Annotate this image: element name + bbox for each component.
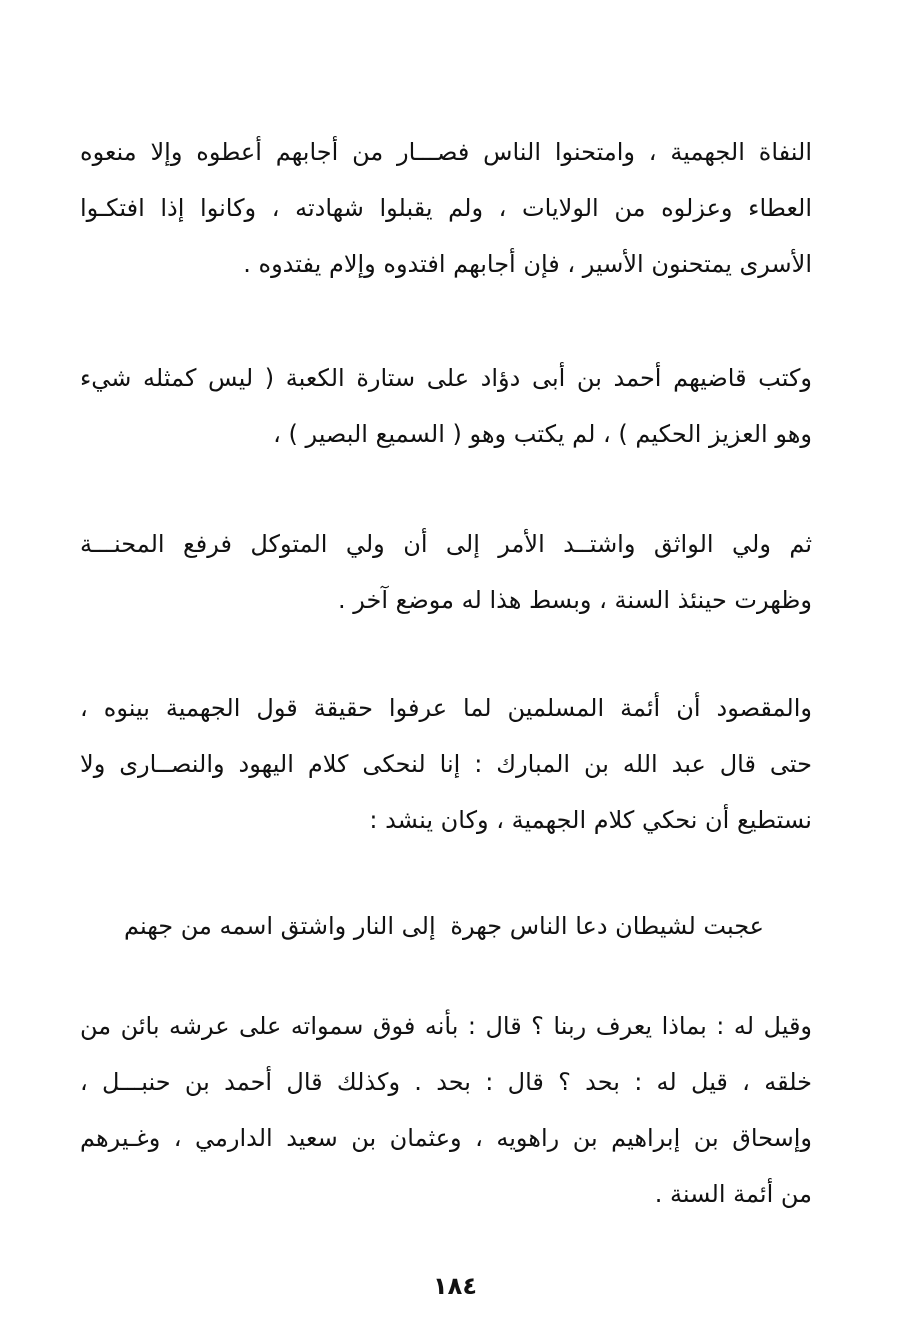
paragraph-1 xyxy=(80,124,812,292)
text-line: ثم ولي الواثق واشتــد الأمر إلى أن ولي المتوكل فرفع المحنـــة xyxy=(80,530,812,558)
text-line: حتى قال عبد الله بن المبارك : إنا لنحكى كلام اليهود والنصــارى ولا xyxy=(80,750,812,778)
text-line: نستطيع أن نحكي كلام الجهمية ، وكان ينشد : xyxy=(369,806,812,834)
paragraph-2 xyxy=(80,350,812,462)
text-line: وظهرت حينئذ السنة ، وبسط هذا له موضع آخر . xyxy=(338,586,812,614)
text-line: خلقه ، قيل له : بحد ؟ قال : بحد . وكذلك قال أحمد بن حنبـــل ، xyxy=(80,1068,812,1096)
text-line: وقيل له : بماذا يعرف ربنا ؟ قال : بأنه فوق سمواته على عرشه بائن من xyxy=(80,1012,812,1040)
verse-first-hemistich: عجبت لشيطان دعا الناس جهرة xyxy=(450,912,764,940)
paragraph-3 xyxy=(80,516,812,628)
text-line: وإسحاق بن إبراهيم بن راهويه ، وعثمان بن سعيد الدارمي ، وغـيرهم xyxy=(80,1124,812,1152)
text-line: من أئمة السنة . xyxy=(654,1180,812,1208)
text-line: الأسرى يمتحنون الأسير ، فإن أجابهم افتدوه وإلام يفتدوه . xyxy=(243,250,812,278)
text-line: النفاة الجهمية ، وامتحنوا الناس فصـــار من أجابهم أعطوه وإلا منعوه xyxy=(80,138,812,166)
verse-second-hemistich: إلى النار واشتق اسمه من جهنم xyxy=(124,912,436,940)
paragraph-4 xyxy=(80,680,812,848)
text-line: وهو العزيز الحكيم ) ، لم يكتب وهو ( السميع البصير ) ، xyxy=(273,420,812,448)
page-number: ١٨٤ xyxy=(433,1272,477,1300)
text-line: والمقصود أن أئمة المسلمين لما عرفوا حقيقة قول الجهمية بينوه ، xyxy=(80,694,812,722)
text-line: العطاء وعزلوه من الولايات ، ولم يقبلوا شهادته ، وكانوا إذا افتكـوا xyxy=(80,194,812,222)
text-line: وكتب قاضيهم أحمد بن أبى دؤاد على ستارة الكعبة ( ليس كمثله شيء xyxy=(80,364,812,392)
poetry-verse xyxy=(124,898,764,954)
paragraph-5 xyxy=(80,998,812,1222)
